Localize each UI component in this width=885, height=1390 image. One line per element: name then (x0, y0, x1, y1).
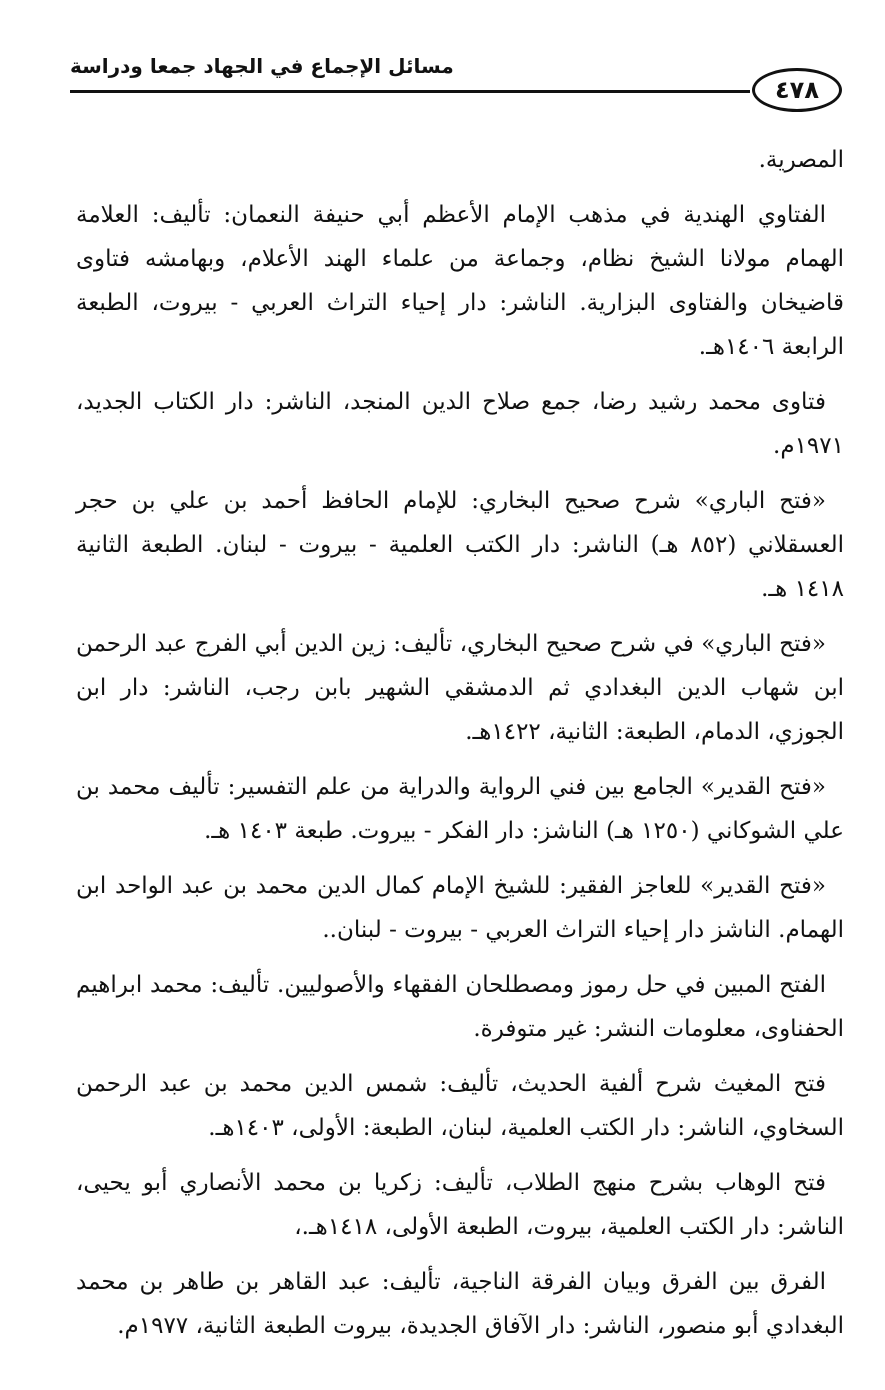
bibliography-body (76, 138, 844, 1359)
bibliography-entry: فتح المغيث شرح ألفية الحديث، تأليف: شمس الدين محمد بن عبد الرحمن السخاوي، الناشر: دار الكتب العلمية، لبنان، الطبعة: الأولى، ١٤٠٣هـ. (76, 1071, 844, 1141)
bibliography-entry: الفتح المبين في حل رموز ومصطلحان الفقهاء والأصوليين. تأليف: محمد ابراهيم الحفناوى، معلومات النشر: غير متوفرة. (76, 972, 844, 1042)
bibliography-entry: «فتح القدير» الجامع بين فني الرواية والدراية من علم التفسير: تأليف محمد بن علي الشوكاني (١٢٥٠ هـ) الناشز: دار الفكر - بيروت. طبعة ١٤٠٣ هـ. (76, 774, 844, 844)
bibliography-entry: فتح الوهاب بشرح منهج الطلاب، تأليف: زكريا بن محمد الأنصاري أبو يحيى، الناشر: دار الكتب العلمية، بيروت، الطبعة الأولى، ١٤١٨هـ.، (76, 1170, 844, 1240)
bibliography-entry: الفتاوي الهندية في مذهب الإمام الأعظم أبي حنيفة النعمان: تأليف: العلامة الهمام مولانا الشيخ نظام، وجماعة من علماء الهند الأعلام، وبهامشه فتاوى قاضيخان والفتاوى البزارية. الناشر: دار إحياء التراث العربي - بيروت، الطبعة الرابعة ١٤٠٦هـ. (76, 202, 844, 360)
bibliography-entry: «فتح الباري» في شرح صحيح البخاري، تأليف: زين الدين أبي الفرج عبد الرحمن ابن شهاب الدين البغدادي ثم الدمشقي الشهير بابن رجب، الناشر: دار ابن الجوزي، الدمام، الطبعة: الثانية، ١٤٢٢هـ. (76, 631, 844, 745)
running-title: مسائل الإجماع في الجهاد جمعا ودراسة (70, 54, 454, 78)
bibliography-entry: «فتح الباري» شرح صحيح البخاري: للإمام الحافظ أحمد بن علي بن حجر العسقلاني (٨٥٢ هـ) الناشر: دار الكتب العلمية - بيروت - لبنان. الطبعة الثانية ١٤١٨ هـ. (76, 488, 844, 602)
bibliography-entry: الفرق بين الفرق وبيان الفرقة الناجية، تأليف: عبد القاهر بن طاهر بن محمد البغدادي أبو منصور، الناشر: دار الآفاق الجديدة، بيروت الطبعة الثانية، ١٩٧٧م. (76, 1269, 844, 1339)
bibliography-entry: فتاوى محمد رشيد رضا، جمع صلاح الدين المنجد، الناشر: دار الكتاب الجديد، ١٩٧١م. (76, 389, 844, 459)
page-header (70, 50, 850, 120)
page-number-badge: ٤٧٨ (752, 68, 842, 112)
header-rule (70, 90, 750, 93)
bibliography-entry: المصرية. (758, 147, 844, 173)
bibliography-entry: «فتح القدير» للعاجز الفقير: للشيخ الإمام كمال الدين محمد بن عبد الواحد ابن الهمام. الناشز دار إحياء التراث العربي - بيروت - لبنان.. (76, 873, 844, 943)
